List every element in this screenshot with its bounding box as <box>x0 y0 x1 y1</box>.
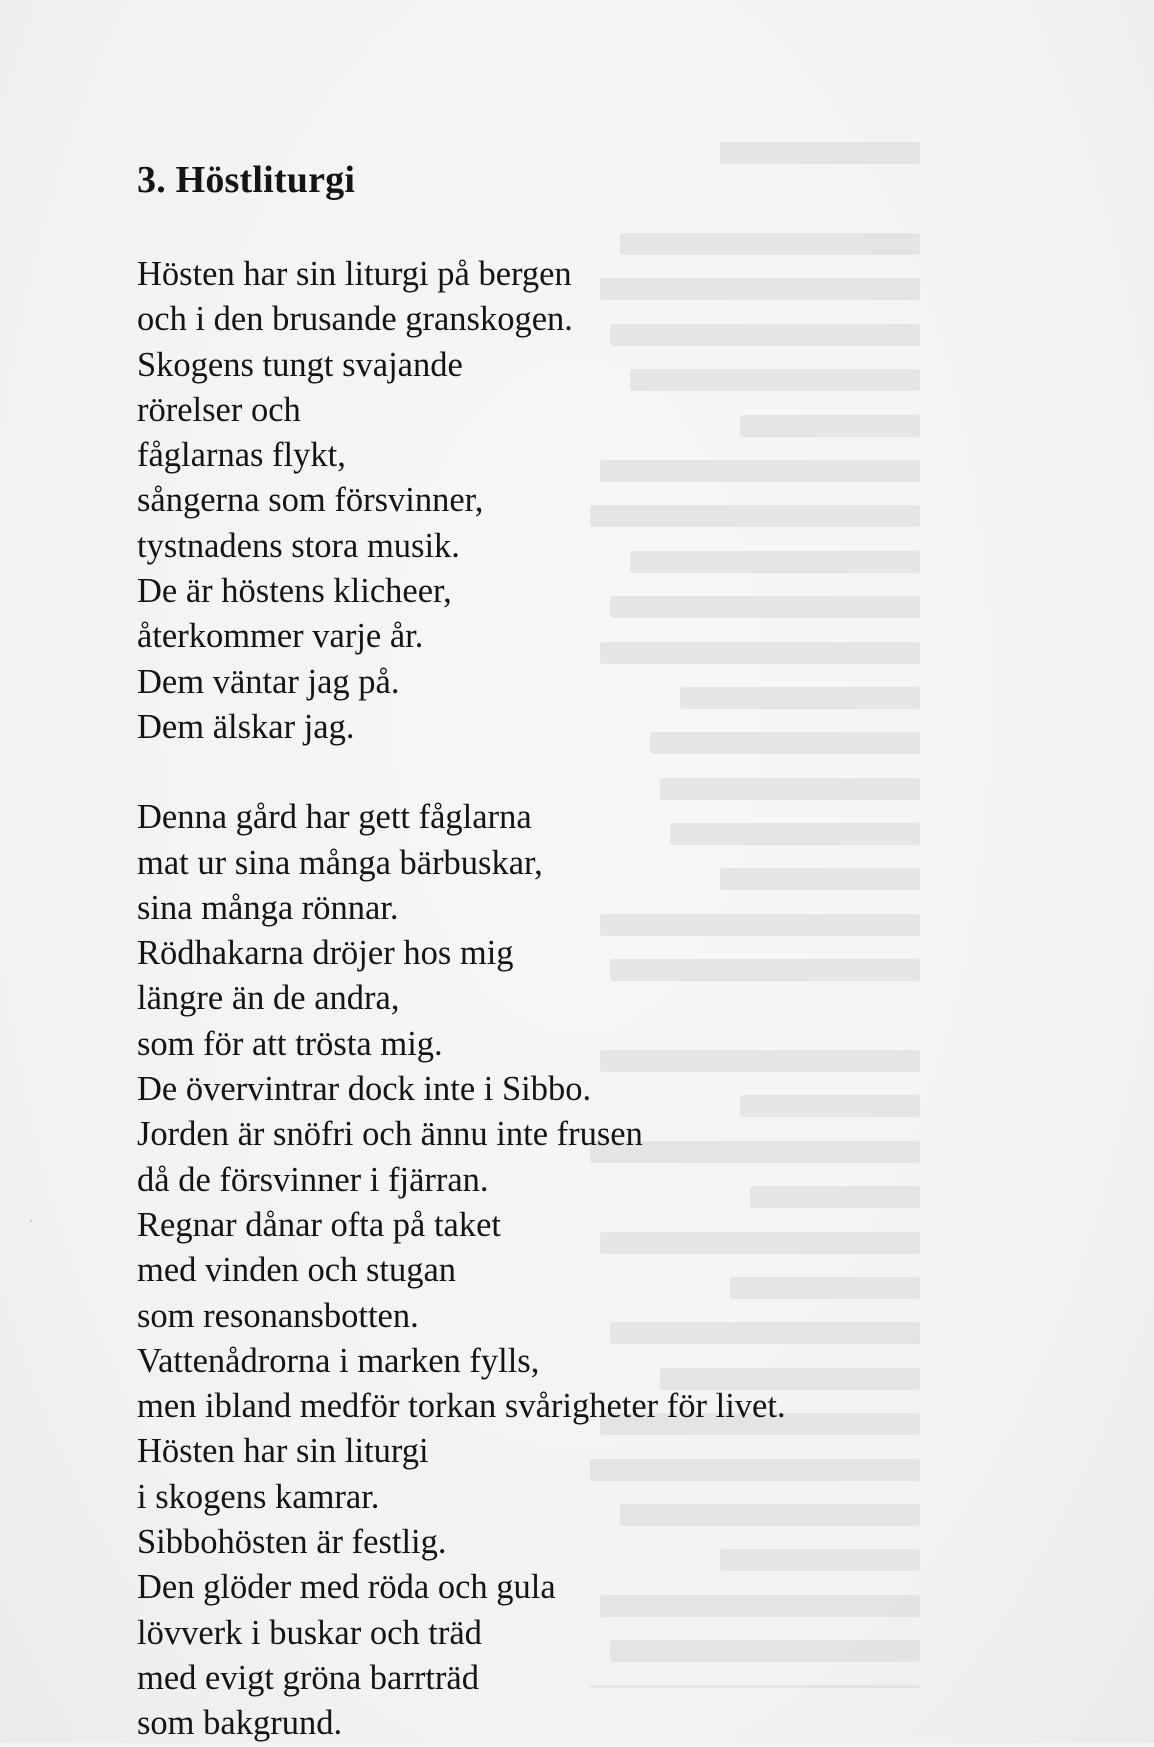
paper-speck <box>30 1220 32 1222</box>
poem-line: De övervintrar dock inte i Sibbo. <box>137 1070 592 1109</box>
poem-line: och i den brusande granskogen. <box>137 300 573 339</box>
poem-line: då de försvinner i fjärran. <box>137 1160 489 1199</box>
poem-line: Dem väntar jag på. <box>137 662 400 701</box>
poem-line: Vattenådrorna i marken fylls, <box>137 1341 540 1380</box>
poem-line: Rödhakarna dröjer hos mig <box>137 934 514 973</box>
poem-line: Hösten har sin liturgi <box>137 1432 429 1471</box>
poem-line: mat ur sina många bärbuskar, <box>137 843 543 882</box>
poem-line: som bakgrund. <box>137 1704 343 1743</box>
poem-line: återkommer varje år. <box>137 617 424 656</box>
poem-line: med evigt gröna barrträd <box>137 1658 479 1697</box>
poem-line: som för att trösta mig. <box>137 1024 443 1063</box>
poem-line: lövverk i buskar och träd <box>137 1613 482 1652</box>
poem-line: Denna gård har gett fåglarna <box>137 798 532 837</box>
poem-line: De är höstens klicheer, <box>137 572 452 611</box>
poem-line: men ibland medför torkan svårigheter för livet. <box>137 1387 786 1426</box>
poem-title: 3. Höstliturgi <box>137 159 356 201</box>
stanza-2 <box>137 795 1137 1746</box>
poem-line: med vinden och stugan <box>137 1251 457 1290</box>
poem-line: sångerna som försvinner, <box>137 481 484 520</box>
poem <box>137 158 1137 1747</box>
poem-line: som resonansbotten. <box>137 1296 419 1335</box>
poem-line: Regnar dånar ofta på taket <box>137 1205 501 1244</box>
poem-line: sina många rönnar. <box>137 888 399 927</box>
poem-line: Skogens tungt svajande <box>137 345 463 384</box>
poem-line: i skogens kamrar. <box>137 1477 380 1516</box>
poem-line: Den glöder med röda och gula <box>137 1568 556 1607</box>
poem-line: rörelser och <box>137 390 301 429</box>
poem-line: Jorden är snöfri och ännu inte frusen <box>137 1115 643 1154</box>
poem-line: Dem älskar jag. <box>137 707 355 746</box>
poem-line: tystnadens stora musik. <box>137 526 460 565</box>
poem-line: Hösten har sin liturgi på bergen <box>137 255 572 293</box>
poem-line: Sibbohösten är festlig. <box>137 1523 447 1562</box>
poem-line: längre än de andra, <box>137 979 400 1018</box>
poem-line: fåglarnas flykt, <box>137 436 346 475</box>
stanza-1 <box>137 252 1137 750</box>
